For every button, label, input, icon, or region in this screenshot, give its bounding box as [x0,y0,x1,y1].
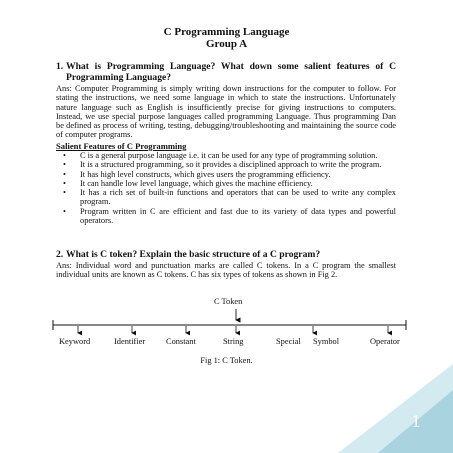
question-1-text: What is Programming Language? What down some salient features of C Programming Language? [66,61,396,83]
leaf-constant: Constant [166,337,196,346]
page-number: 1 [411,411,421,431]
list-item: • It is a structured programming, so it provides a disciplined approach to write the program. [63,160,382,170]
bullet-icon: • [63,160,66,170]
list-item: • Program written in C are efficient and fast due to its variety of data types and powerful operators. [63,206,396,226]
question-2-text: What is C token? Explain the basic structure of a C program? [66,249,321,260]
list-item: • It can handle low level language, which gives the machine efficiency. [63,178,313,188]
list-item: • C is a general purpose language i.e. it can be used for any type of programming solution. [63,151,378,160]
leaf-string: String [223,337,244,346]
leaf-identifier: Identifier [114,337,146,346]
question-1-number: 1. [56,61,64,72]
answer-2: Ans: Individual word and punctuation marks are called C tokens. In a C program the smallest individual units are known as C tokens. C has six types of tokens as shown in Fig 2. [56,261,396,280]
figure-caption: Fig 1: C Token. [200,356,253,365]
diagram-root-label: C Token [214,297,243,306]
features-heading: Salient Features of C Programming [56,141,187,151]
question-2-number: 2. [56,249,64,260]
leaf-special: Special [276,337,301,346]
bullet-icon: • [63,206,66,216]
leaf-keyword: Keyword [59,337,91,346]
leaf-operator: Operator [370,337,400,346]
bullet-icon: • [63,178,66,188]
list-item: • It has a rich set of built-in functions and operators that can be used to write any complex program. [63,188,396,207]
bullet-icon: • [63,169,66,179]
group-heading: Group A [205,38,248,50]
answer-1: Ans: Computer Programming is simply writing down instructions for the computer to follow. For stating the instructions, we need some language in which to state the instructions. Unfortunately nature language such as English is insufficiently precise for giving instructions to computers. Instead, we use special purpose languages called programming Language. Thus programming Dan be defined as process of writing, testing, debugging/troubleshooting and maintaining the source code of computer programs. [56,84,396,140]
bullet-icon: • [63,151,66,160]
leaf-symbol: Symbol [313,337,340,346]
document-title: C Programming Language [163,26,290,38]
list-item: • It has high level constructs, which gives users the programming efficiency. [63,169,331,179]
bullet-icon: • [63,188,66,198]
